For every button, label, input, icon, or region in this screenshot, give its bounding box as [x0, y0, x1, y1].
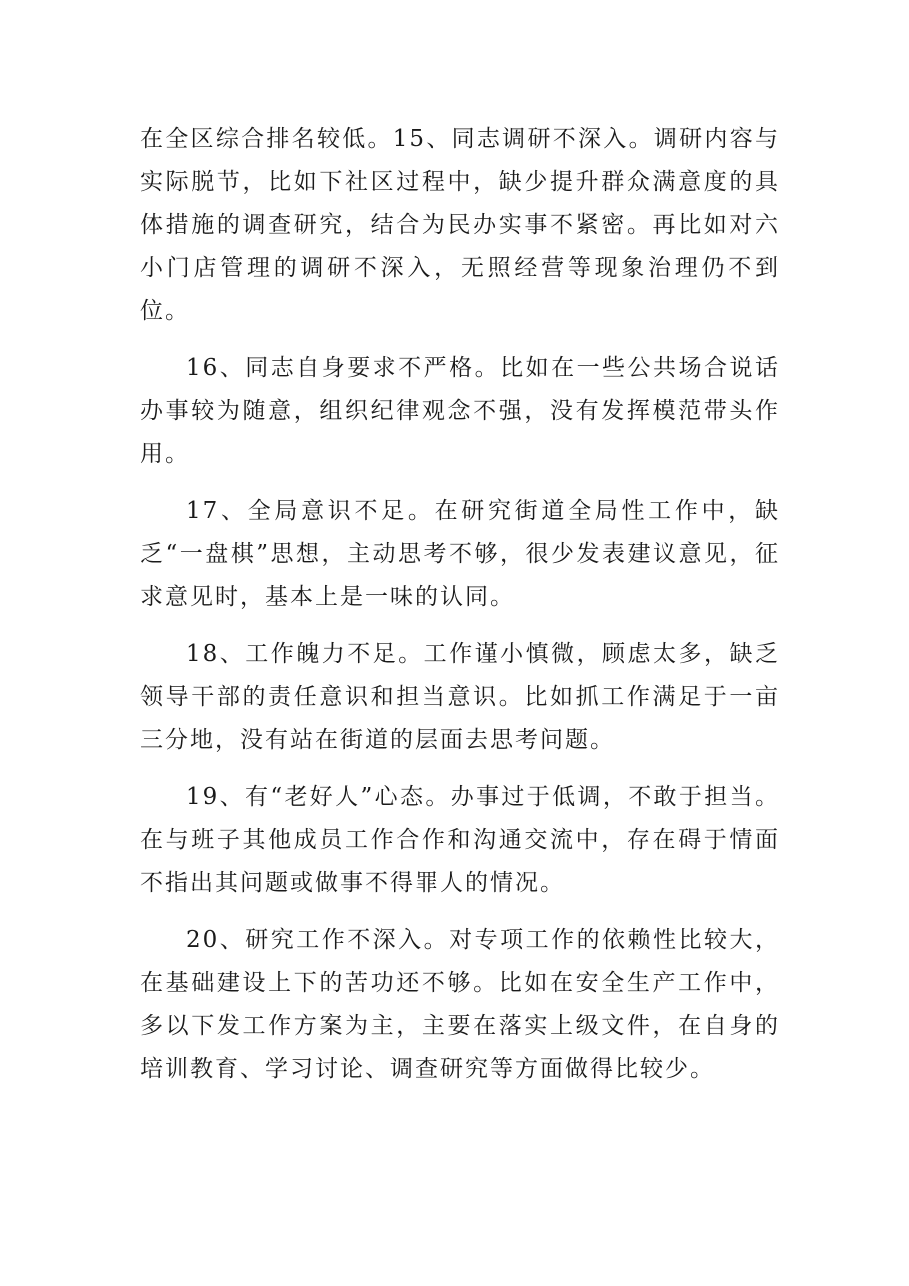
paragraph-item-20: 20、研究工作不深入。对专项工作的依赖性比较大，在基础建设上下的苦功还不够。比如在安全生产工作中，多以下发工作方案为主，主要在落实上级文件，在自身的培训教育、学习讨论、调查研究等方面做得比较少。 — [140, 927, 780, 1082]
paragraph-item-16: 16、同志自身要求不严格。比如在一些公共场合说话办事较为随意，组织纪律观念不强，没有发挥模范带头作用。 — [140, 355, 780, 467]
paragraph-item-19: 19、有“老好人”心态。办事过于低调，不敢于担当。在与班子其他成员工作合作和沟通交流中，存在碍于情面不指出其问题或做事不得罪人的情况。 — [140, 784, 780, 896]
document-body — [140, 118, 780, 1105]
paragraph-continuation-15: 在全区综合排名较低。15、同志调研不深入。调研内容与实际脱节，比如下社区过程中，缺少提升群众满意度的具体措施的调查研究，结合为民办实事不紧密。再比如对六小门店管理的调研不深入，无照经营等现象治理仍不到位。 — [140, 126, 780, 324]
paragraph-item-17: 17、全局意识不足。在研究街道全局性工作中，缺乏“一盘棋”思想，主动思考不够，很少发表建议意见，征求意见时，基本上是一味的认同。 — [140, 498, 780, 610]
paragraph-item-18: 18、工作魄力不足。工作谨小慎微，顾虑太多，缺乏领导干部的责任意识和担当意识。比如抓工作满足于一亩三分地，没有站在街道的层面去思考问题。 — [140, 641, 780, 753]
